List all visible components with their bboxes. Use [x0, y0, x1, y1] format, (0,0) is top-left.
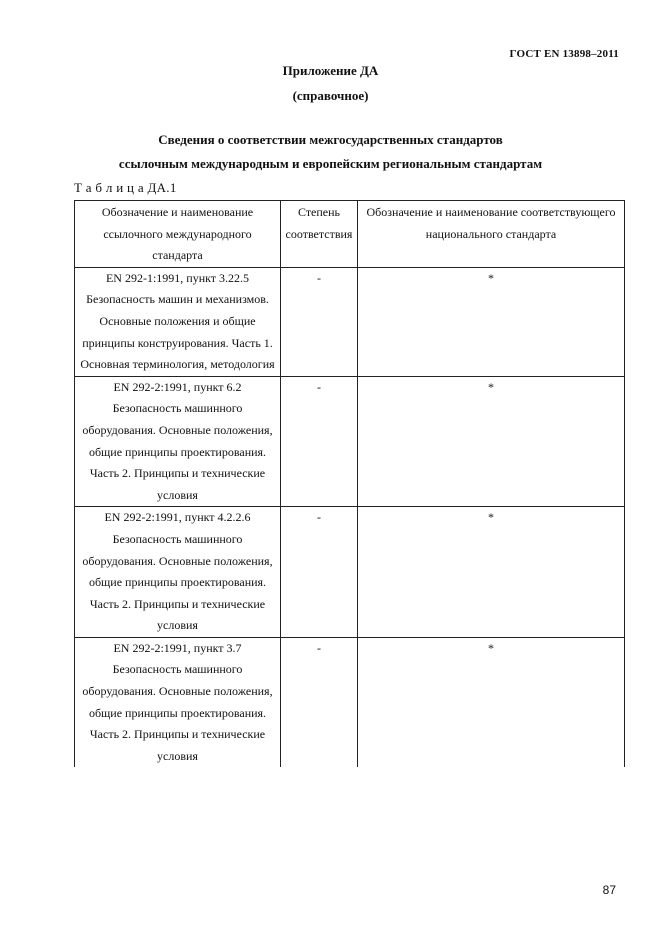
national-standard-cell	[358, 637, 625, 767]
degree-value: -	[317, 640, 321, 655]
national-standard-cell	[358, 267, 625, 376]
degree-value: -	[317, 510, 321, 525]
degree-value: -	[317, 379, 321, 394]
table-row	[75, 267, 625, 376]
international-standard-cell	[75, 507, 281, 638]
national-standard-value: *	[488, 270, 494, 285]
standard-reference: EN 292-1:1991, пункт 3.22.5	[105, 270, 250, 285]
national-standard-value: *	[488, 640, 494, 655]
degree-value: -	[317, 270, 321, 285]
degree-cell	[281, 376, 358, 507]
table-row	[75, 376, 625, 507]
national-standard-cell	[358, 507, 625, 638]
national-standard-cell	[358, 376, 625, 507]
standard-reference: EN 292-2:1991, пункт 6.2	[113, 379, 242, 394]
header-degree: Степень соответствия	[281, 201, 358, 268]
appendix-title: Приложение ДА	[282, 63, 379, 78]
international-standard-cell	[75, 637, 281, 767]
international-standard-cell	[75, 267, 281, 376]
appendix-subtitle: (справочное)	[292, 88, 369, 103]
degree-cell	[281, 267, 358, 376]
standard-reference: EN 292-2:1991, пункт 3.7	[113, 640, 242, 655]
international-standard-cell	[75, 376, 281, 507]
table-row	[75, 507, 625, 638]
page-number: 87	[602, 883, 616, 897]
table-header-row	[75, 201, 625, 268]
standard-name: Безопасность машинного оборудования. Основные положения, общие принципы проектирования. Часть 2. Принципы и технические условия	[82, 662, 273, 763]
section-title-line2: ссылочным международным и европейским региональным стандартам	[118, 156, 543, 171]
correspondence-table	[74, 200, 625, 767]
national-standard-value: *	[488, 379, 494, 394]
table-row	[75, 637, 625, 767]
table-caption: Т а б л и ц а ДА.1	[74, 180, 177, 195]
standard-name: Безопасность машин и механизмов. Основные положения и общие принципы конструирования. Часть 1. Основная терминология, методология	[80, 292, 275, 372]
header-national-standard: Обозначение и наименование соответствующего национального стандарта	[358, 201, 625, 268]
degree-cell	[281, 637, 358, 767]
degree-cell	[281, 507, 358, 638]
standard-name: Безопасность машинного оборудования. Основные положения, общие принципы проектирования. Часть 2. Принципы и технические условия	[82, 401, 273, 502]
document-code: ГОСТ EN 13898–2011	[509, 48, 619, 60]
national-standard-value: *	[488, 510, 494, 525]
standard-name: Безопасность машинного оборудования. Основные положения, общие принципы проектирования. Часть 2. Принципы и технические условия	[82, 531, 273, 633]
header-international-standard: Обозначение и наименование ссылочного международного стандарта	[75, 201, 281, 268]
section-title-line1: Сведения о соответствии межгосударственных стандартов	[158, 132, 503, 147]
standard-reference: EN 292-2:1991, пункт 4.2.2.6	[104, 510, 251, 525]
